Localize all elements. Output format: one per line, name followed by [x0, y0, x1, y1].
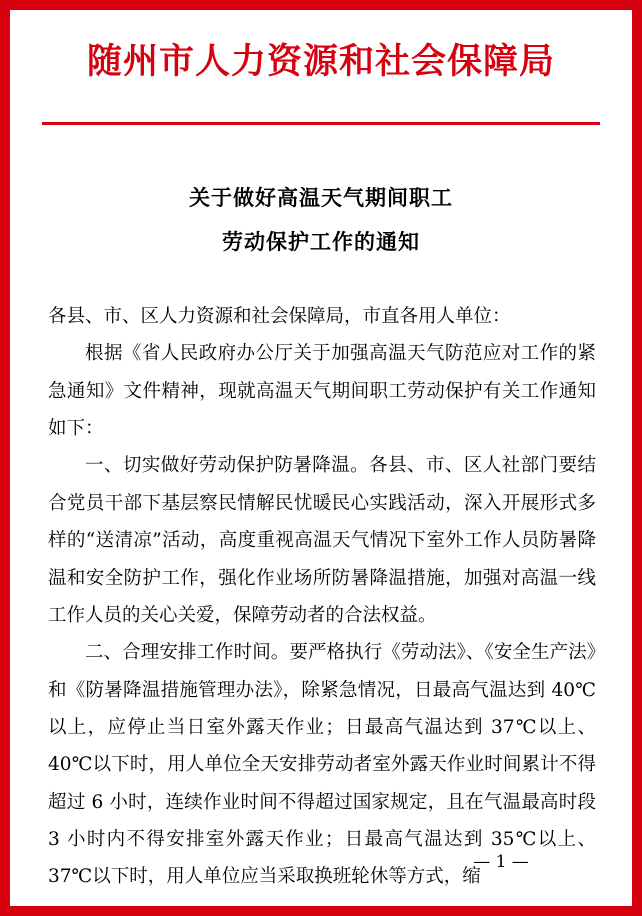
body-paragraph: 根据《省人民政府办公厅关于加强高温天气防范应对工作的紧急通知》文件精神，现就高温天气期间职工劳动保护有关工作通知如下： — [48, 343, 596, 440]
document-title — [0, 176, 642, 264]
body-paragraph: 一、切实做好劳动保护防暑降温。各县、市、区人社部门要结合党员干部下基层察民情解民忧暖民心实践活动，深入开展形式多样的“送清凉”活动，高度重视高温天气情况下室外工作人员防暑降温和安全防护工作，强化作业场所防暑降温措施，加强对高温一线工作人员的关心关爱，保障劳动者的合法权益。 — [48, 455, 596, 626]
body-paragraph: 二、合理安排工作时间。要严格执行《劳动法》、《安全生产法》和《防暑降温措施管理办法》，除紧急情况，日最高气温达到 40℃以上，应停止当日室外露天作业；日最高气温达到 37℃以上、40℃以下时，用人单位全天安排劳动者室外露天作业时间累计不得超过 6 小时，连续作业时间不得超过国家规定，且在气温最高时段 3 小时内不得安排室外露天作业；日最高气温达到 35℃以上、37℃以下时，用人单位应当采取换班轮休等方式，缩 — [48, 642, 596, 888]
page-edge-decoration-right — [632, 0, 642, 916]
page-number: — 1 — — [473, 852, 529, 872]
letterhead-divider-rule — [42, 122, 600, 125]
page-edge-decoration-bottom — [0, 906, 642, 916]
document-body — [48, 298, 596, 896]
page-edge-decoration-left — [0, 0, 10, 916]
document-title-line-2: 劳动保护工作的通知 — [222, 229, 420, 255]
salutation: 各县、市、区人力资源和社会保障局，市直各用人单位： — [48, 306, 511, 327]
page-footer — [0, 852, 642, 872]
page-edge-decoration-top — [0, 0, 642, 10]
letterhead — [0, 40, 642, 84]
document-title-line-1: 关于做好高温天气期间职工 — [189, 185, 453, 210]
letterhead-organization-name: 随州市人力资源和社会保障局 — [86, 41, 555, 82]
